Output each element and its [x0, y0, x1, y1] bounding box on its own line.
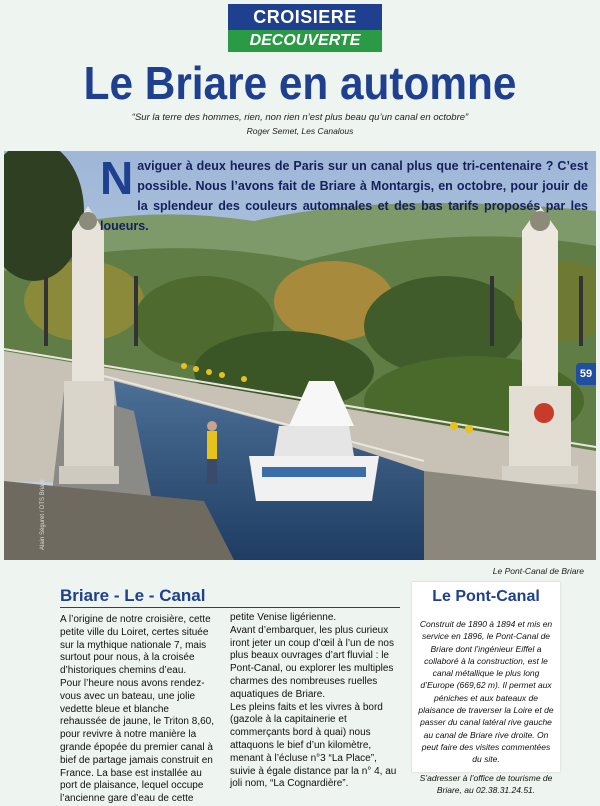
body-paragraph: A l’origine de notre croisière, cette petite ville du Loiret, certes située sur la mythique nationale 7, mais surtout pour nous, à la croisée d’historiques chemins d’eau. — [60, 614, 211, 677]
epigraph-author: Roger Semet, Les Canalous — [246, 126, 354, 136]
section-header — [228, 4, 382, 52]
body-paragraph: Les pleins faits et les vivres à bord (gazole à la capitainerie et commerçants bord à quai) nous attaquons le bief d’un kilomètre, menant à l’écluse n°3 “La Place”, suivie à égale distance par la n° 4, au joli nom, “La Cognardière”. — [230, 701, 397, 790]
body-paragraph: Avant d’embarquer, les plus curieux iront jeter un coup d’œil à l’un de nos plus beaux ouvrages d’art fluvial : le Pont-Canal, ou explorer les multiples charmes des nombreuses ruelles aquatiques de Briare. — [230, 624, 394, 700]
info-box-contact: S’adresser à l’office de tourisme de Briare, au 02.38.31.24.51. — [419, 772, 553, 795]
body-paragraph: Pour l’heure nous avons rendez-vous avec un bateau, une jolie vedette bleue et blanche rehaussée de jaune, le Triton 8,60, pour revivre à notre manière la grande épopée du premier canal à bief de partage jamais construit en France. La base est installée au port de plaisance, lequel occupe l’ancienne gare d’eau de cette — [60, 677, 214, 805]
section-header-bottom: DECOUVERTE — [228, 30, 382, 52]
photo-credit: Alain Séguret / DTS Briare — [40, 479, 46, 550]
lead-text: aviguer à deux heures de Paris sur un canal plus que tri-centenaire ? C’est possible. Nous l’avons fait de Briare à Montargis, en octobre, pour jouir de la splendeur des couleurs automnales et des bas tarifs proposés par les loueurs. — [100, 159, 588, 233]
body-paragraph: petite Venise ligérienne. — [230, 612, 337, 623]
road-sign: 59 — [576, 363, 596, 385]
body-column-2 — [230, 612, 400, 791]
epigraph-quote: “Sur la terre des hommes, rien, non rien n’est plus beau qu’un canal en octobre” — [131, 112, 469, 123]
section-divider — [60, 607, 400, 608]
section-title: Briare - Le - Canal — [60, 586, 206, 605]
info-box-paragraph: Construit de 1890 à 1894 et mis en service en 1896, le Pont-Canal de Briare dont l’ingénieur Eiffel a collaboré à la construction, est le canal métallique le plus long d’Europe (669,62 m). Il permet aux péniches et aux bateaux de plaisance de traverser la Loire et de passer du canal latéral rive gauche au canal de Briare rive droite. On peut faire des visites commentées du site. — [418, 619, 554, 765]
photo-caption: Le Pont-Canal de Briare — [492, 566, 584, 576]
section-header-top: CROISIERE — [228, 4, 382, 30]
lead-drop-cap: N — [100, 152, 134, 204]
article-title: Le Briare en automne — [83, 57, 517, 109]
info-box-title: Le Pont-Canal — [432, 588, 540, 605]
info-box-text — [418, 618, 554, 796]
body-column-1 — [60, 614, 218, 806]
lead-paragraph — [100, 152, 588, 236]
info-box — [412, 582, 560, 795]
